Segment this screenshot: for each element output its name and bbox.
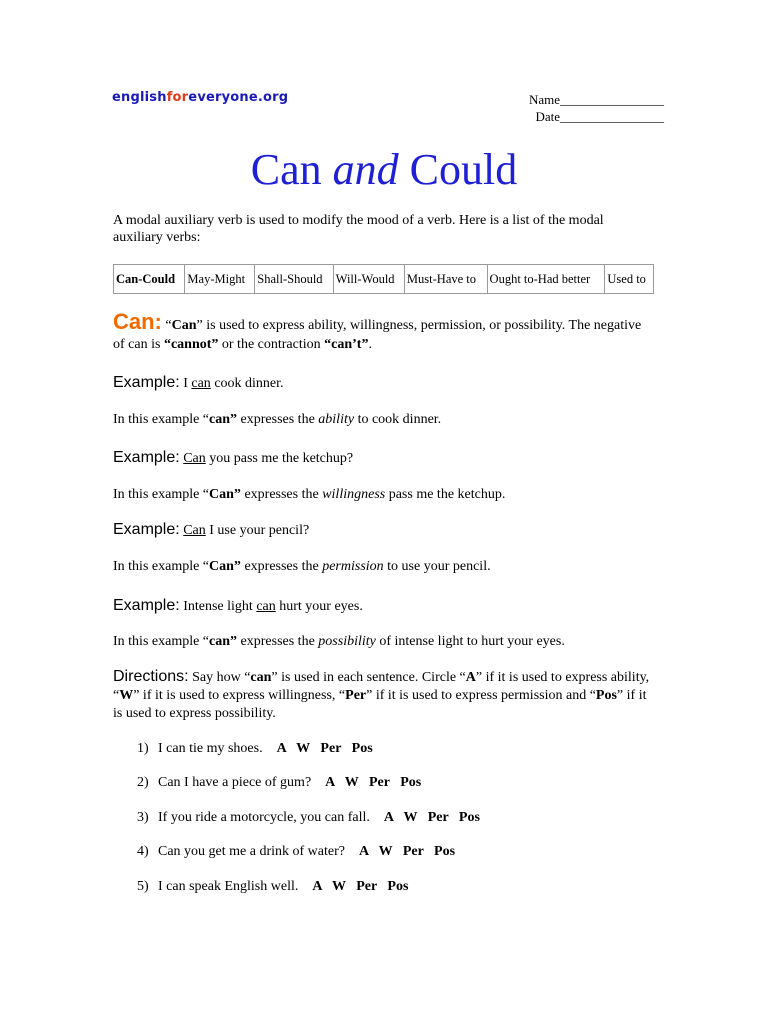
can-text: “	[161, 318, 172, 333]
can-heading: Can:	[113, 309, 162, 334]
modal-cell: Used to	[605, 265, 654, 294]
example-sentence	[113, 449, 653, 467]
directions-text: ” if it is used to express ability, “	[113, 670, 650, 703]
explanation-text: In this example “	[113, 412, 210, 427]
explanation-text: to use your pencil.	[383, 559, 491, 574]
intro-paragraph: A modal auxiliary verb is used to modify the mood of a verb. Here is a list of the modal auxiliary verbs:	[113, 213, 604, 245]
explanation-text: In this example “	[113, 634, 210, 649]
explanation-text: pass me the ketchup.	[385, 487, 506, 502]
answer-options[interactable]: A W Per Pos	[312, 879, 409, 894]
directions-a: A	[465, 670, 476, 685]
directions-per: Per	[345, 688, 367, 703]
explanation-modal: can”	[209, 634, 238, 649]
directions-paragraph	[113, 668, 653, 723]
exercise-number: 1)	[137, 741, 149, 756]
answer-options[interactable]: A W Per Pos	[383, 810, 480, 825]
directions-can: can	[250, 670, 272, 685]
example-sentence	[113, 374, 653, 392]
answer-options[interactable]: A W Per Pos	[276, 741, 373, 756]
modal-cell: Must-Have to	[404, 265, 487, 294]
can-word: Can	[171, 318, 197, 333]
modal-cell: May-Might	[185, 265, 255, 294]
example-label: Example:	[113, 374, 180, 391]
explanation-function: possibility	[318, 634, 376, 649]
directions-w: W	[119, 688, 134, 703]
explanation-modal: Can”	[209, 559, 241, 574]
explanation-function: willingness	[322, 487, 386, 502]
explanation-function: ability	[318, 412, 355, 427]
example-explanation	[113, 486, 653, 503]
exercise-number: 3)	[137, 810, 149, 825]
exercise-number: 5)	[137, 879, 149, 894]
logo-part-everyone: everyone.org	[188, 90, 289, 105]
example-text: I use your pencil?	[205, 523, 310, 538]
exercise-sentence: I can tie my shoes.	[158, 741, 263, 756]
exercise-item	[137, 774, 421, 791]
can-text: or the contraction	[218, 337, 325, 352]
exercise-item	[137, 740, 373, 757]
modal-cell: Will-Would	[333, 265, 404, 294]
example-explanation	[113, 411, 653, 428]
exercise-number: 2)	[137, 775, 149, 790]
exercise-sentence: Can you get me a drink of water?	[158, 844, 345, 859]
answer-options[interactable]: A W Per Pos	[325, 775, 422, 790]
site-logo[interactable]	[112, 90, 288, 105]
directions-pos: Pos	[595, 688, 617, 703]
example-explanation	[113, 633, 653, 650]
modal-cell: Can-Could	[114, 265, 185, 294]
cant-word: “can’t”	[324, 337, 369, 352]
title-can: Can	[250, 145, 333, 194]
directions-text: ” is used in each sentence. Circle “	[271, 670, 466, 685]
explanation-text: expresses the	[240, 487, 323, 502]
logo-part-english: english	[112, 90, 167, 105]
example-modal: can	[256, 599, 276, 614]
directions-text: ” if it is used to express willingness, “	[133, 688, 346, 703]
example-explanation	[113, 558, 653, 575]
example-text: Intense light	[179, 599, 257, 614]
modal-verbs-table	[113, 264, 654, 294]
example-text: cook dinner.	[210, 376, 284, 391]
exercise-number: 4)	[137, 844, 149, 859]
directions-text: Say how “	[188, 670, 251, 685]
can-definition	[113, 309, 653, 354]
example-text: you pass me the ketchup?	[205, 451, 354, 466]
can-text: .	[368, 337, 372, 352]
date-field[interactable]: Date________________	[535, 109, 664, 124]
example-label: Example:	[113, 597, 180, 614]
example-label: Example:	[113, 521, 180, 538]
example-modal: Can	[183, 451, 206, 466]
explanation-text: expresses the	[240, 559, 323, 574]
directions-label: Directions:	[113, 668, 189, 685]
exercise-item	[137, 843, 455, 860]
modal-verbs-row	[114, 265, 654, 294]
modal-cell: Ought to-Had better	[487, 265, 605, 294]
explanation-modal: Can”	[209, 487, 241, 502]
directions-text: ” if it is used to express permission and “	[366, 688, 596, 703]
example-modal: Can	[183, 523, 206, 538]
explanation-text: expresses the	[237, 412, 319, 427]
name-date-block	[494, 91, 664, 125]
exercise-item	[137, 809, 480, 826]
cannot-word: “cannot”	[163, 337, 219, 352]
name-field[interactable]: Name________________	[528, 92, 664, 107]
explanation-text: expresses the	[237, 634, 319, 649]
exercise-sentence: I can speak English well.	[158, 879, 299, 894]
example-text: I	[179, 376, 192, 391]
example-sentence	[113, 521, 653, 539]
exercise-sentence: If you ride a motorcycle, you can fall.	[158, 810, 370, 825]
can-text: ” is used to express ability, willingness, permission, or possibility. The negative of can is	[113, 318, 642, 352]
modal-cell: Shall-Should	[255, 265, 333, 294]
title-and: and	[332, 145, 399, 194]
page-title	[0, 144, 768, 195]
example-modal: can	[191, 376, 211, 391]
explanation-text: In this example “	[113, 559, 210, 574]
explanation-function: permission	[322, 559, 384, 574]
example-sentence	[113, 597, 653, 615]
answer-options[interactable]: A W Per Pos	[359, 844, 456, 859]
exercise-item	[137, 878, 408, 895]
explanation-modal: can”	[209, 412, 238, 427]
explanation-text: of intense light to hurt your eyes.	[375, 634, 565, 649]
exercise-sentence: Can I have a piece of gum?	[158, 775, 312, 790]
explanation-text: to cook dinner.	[354, 412, 442, 427]
explanation-text: In this example “	[113, 487, 210, 502]
logo-part-for: for	[166, 90, 189, 105]
example-text: hurt your eyes.	[275, 599, 363, 614]
example-label: Example:	[113, 449, 180, 466]
directions-text: ” if it is used to express possibility.	[113, 688, 647, 721]
title-could: Could	[398, 145, 518, 194]
